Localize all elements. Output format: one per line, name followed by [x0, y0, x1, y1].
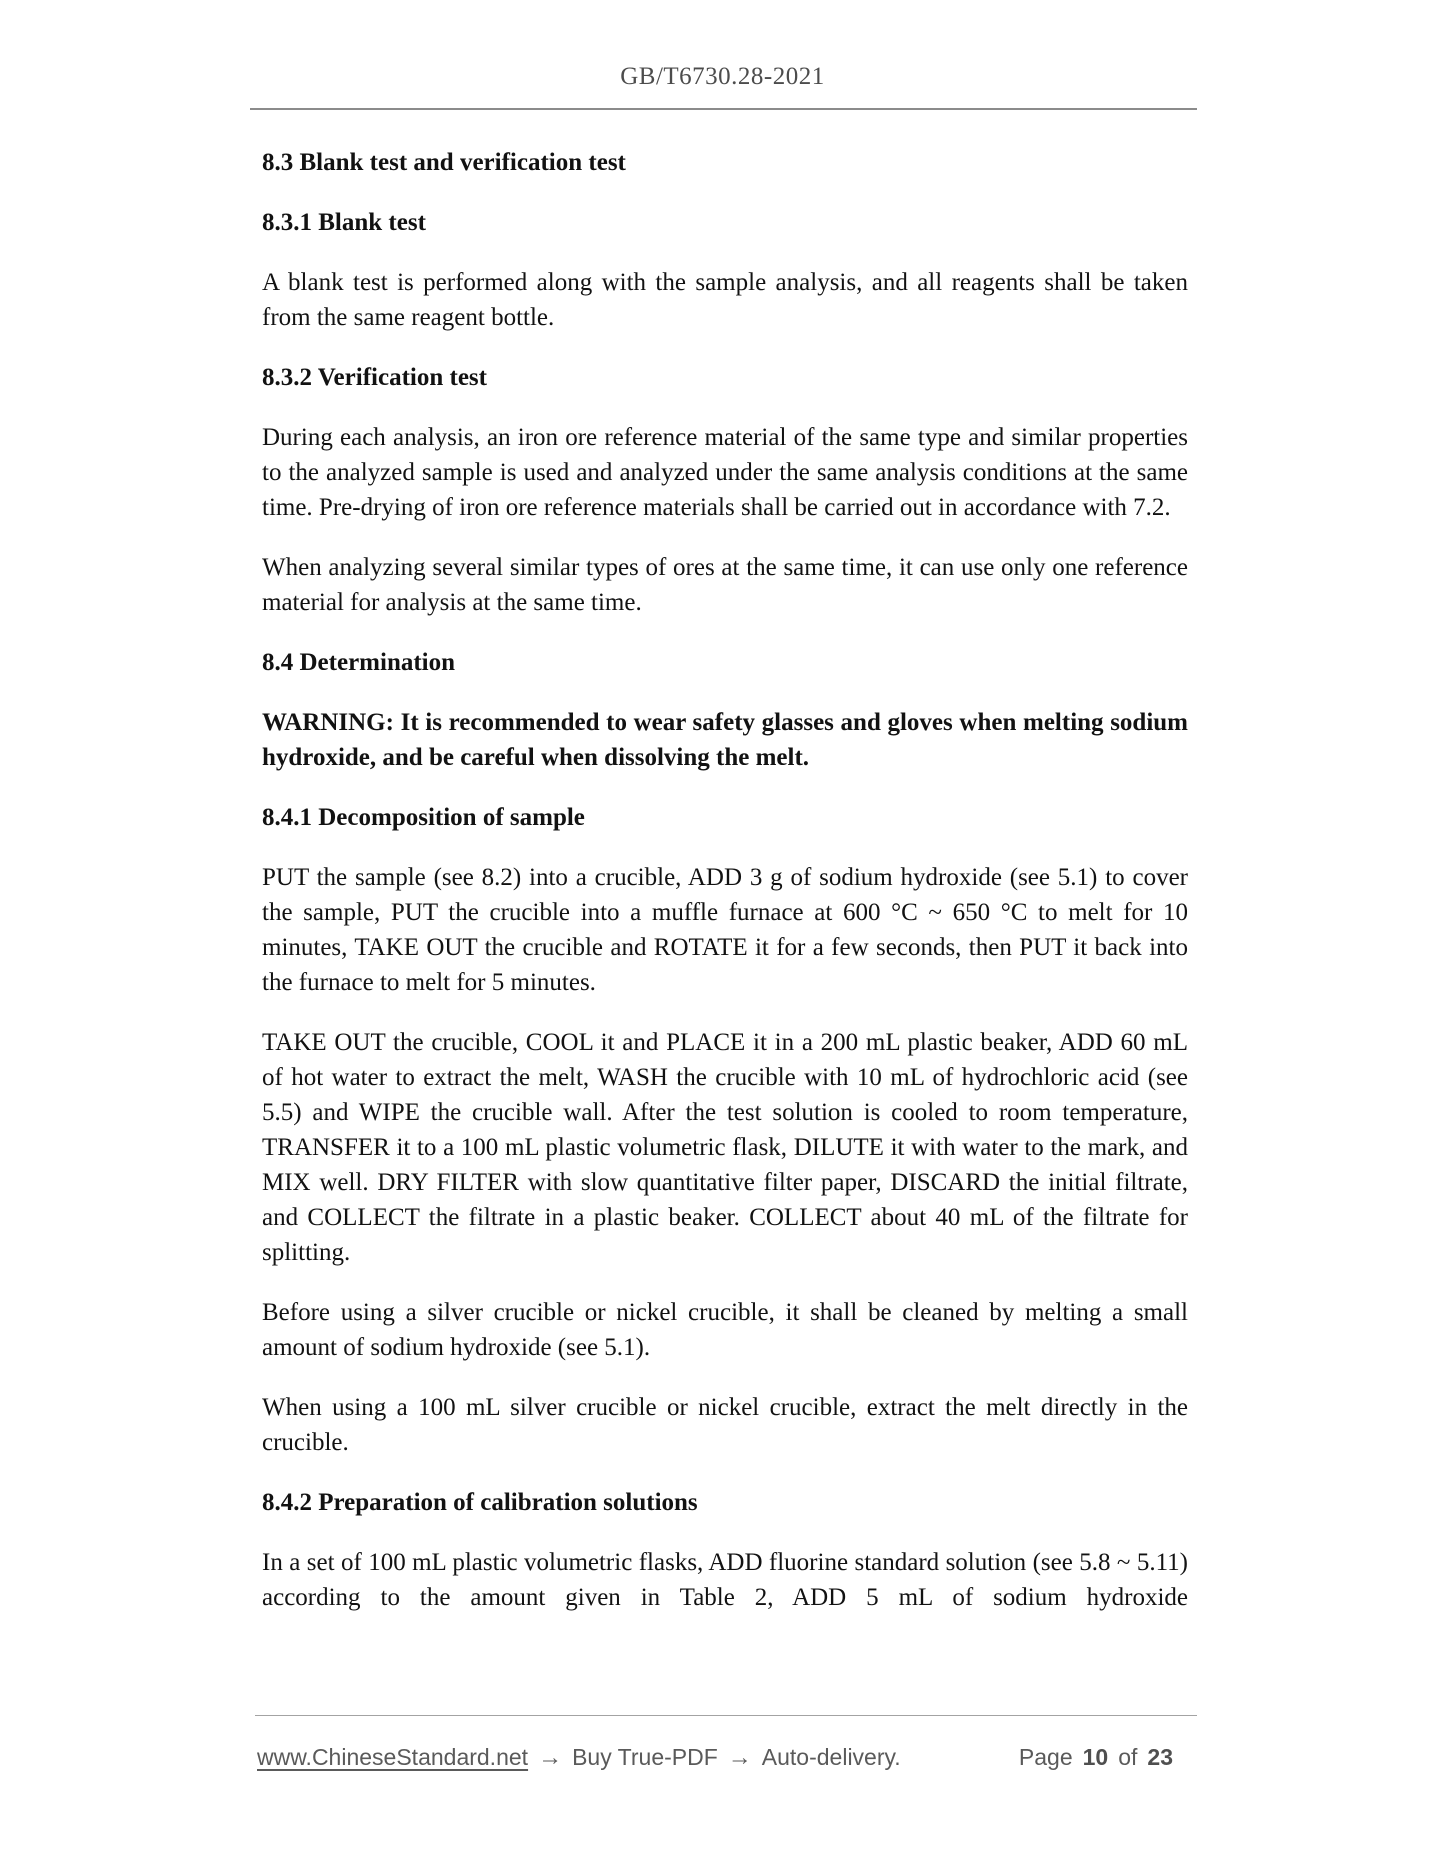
- paragraph-verification-2: When analyzing several similar types of ores at the same time, it can use only one reference material for analysis at the same time.: [262, 554, 1188, 616]
- paragraph-calibration: In a set of 100 mL plastic volumetric flasks, ADD fluorine standard solution (see 5.8 ~ 5.11) according to the amount given in Table 2, ADD 5 mL of sodium hydroxide: [262, 1549, 1188, 1611]
- footer-branding: [257, 1744, 901, 1772]
- website-link[interactable]: www.ChineseStandard.net: [257, 1744, 529, 1770]
- paragraph-blank-test: A blank test is performed along with the sample analysis, and all reagents shall be taken from the same reagent bottle.: [262, 269, 1188, 331]
- paragraph-warning: WARNING: It is recommended to wear safety glasses and gloves when melting sodium hydroxide, and be careful when dissolving the melt.: [262, 709, 1188, 771]
- paragraph-verification-1: During each analysis, an iron ore reference material of the same type and similar properties to the analyzed sample is used and analyzed under the same analysis conditions at the same time. Pre-drying of iron ore reference materials shall be carried out in accordance with 7.2.: [262, 424, 1188, 521]
- footer-divider: [255, 1715, 1197, 1716]
- arrow-right-icon: →: [727, 1744, 752, 1771]
- document-body: [262, 145, 1188, 1640]
- page-number-current: 10: [1082, 1744, 1109, 1770]
- doc-number-header: GB/T6730.28-2021: [620, 63, 825, 90]
- paragraph-decomposition-2: TAKE OUT the crucible, COOL it and PLACE it in a 200 mL plastic beaker, ADD 60 mL of hot water to extract the melt, WASH the crucible with 10 mL of hydrochloric acid (see 5.5) and WIPE the crucible wall. After the test solution is cooled to room temperature, TRANSFER it to a 100 mL plastic volumetric flask, DILUTE it with water to the mark, and MIX well. DRY FILTER with slow quantitative filter paper, DISCARD the initial filtrate, and COLLECT the filtrate in a plastic beaker. COLLECT about 40 mL of the filtrate for splitting.: [262, 1029, 1188, 1266]
- paragraph-decomposition-4: When using a 100 mL silver crucible or nickel crucible, extract the melt directly in the crucible.: [262, 1394, 1188, 1456]
- page-number-total: 23: [1147, 1744, 1173, 1770]
- heading-8-4-2: 8.4.2 Preparation of calibration solutions: [262, 1489, 698, 1516]
- auto-delivery-label: Auto-delivery.: [761, 1744, 901, 1770]
- paragraph-decomposition-1: PUT the sample (see 8.2) into a crucible, ADD 3 g of sodium hydroxide (see 5.1) to cover the sample, PUT the crucible into a muffle furnace at 600 °C ~ 650 °C to melt for 10 minutes, TAKE OUT the crucible and ROTATE it for a few seconds, then PUT it back into the furnace to melt for 5 minutes.: [262, 864, 1188, 996]
- heading-8-3-2: 8.3.2 Verification test: [262, 364, 487, 391]
- paragraph-decomposition-3: Before using a silver crucible or nickel crucible, it shall be cleaned by melting a small amount of sodium hydroxide (see 5.1).: [262, 1299, 1188, 1361]
- heading-8-3: 8.3 Blank test and verification test: [262, 149, 626, 176]
- page-indicator: [1019, 1744, 1173, 1771]
- heading-8-4: 8.4 Determination: [262, 649, 456, 676]
- buy-true-pdf-label: Buy True-PDF: [572, 1744, 718, 1770]
- heading-8-4-1: 8.4.1 Decomposition of sample: [262, 804, 585, 831]
- header-divider: [250, 108, 1197, 110]
- of-label: of: [1118, 1744, 1138, 1770]
- page-label: Page: [1018, 1744, 1073, 1770]
- page-footer: [257, 1744, 1195, 1772]
- heading-8-3-1: 8.3.1 Blank test: [262, 209, 426, 236]
- arrow-right-icon: →: [538, 1744, 563, 1771]
